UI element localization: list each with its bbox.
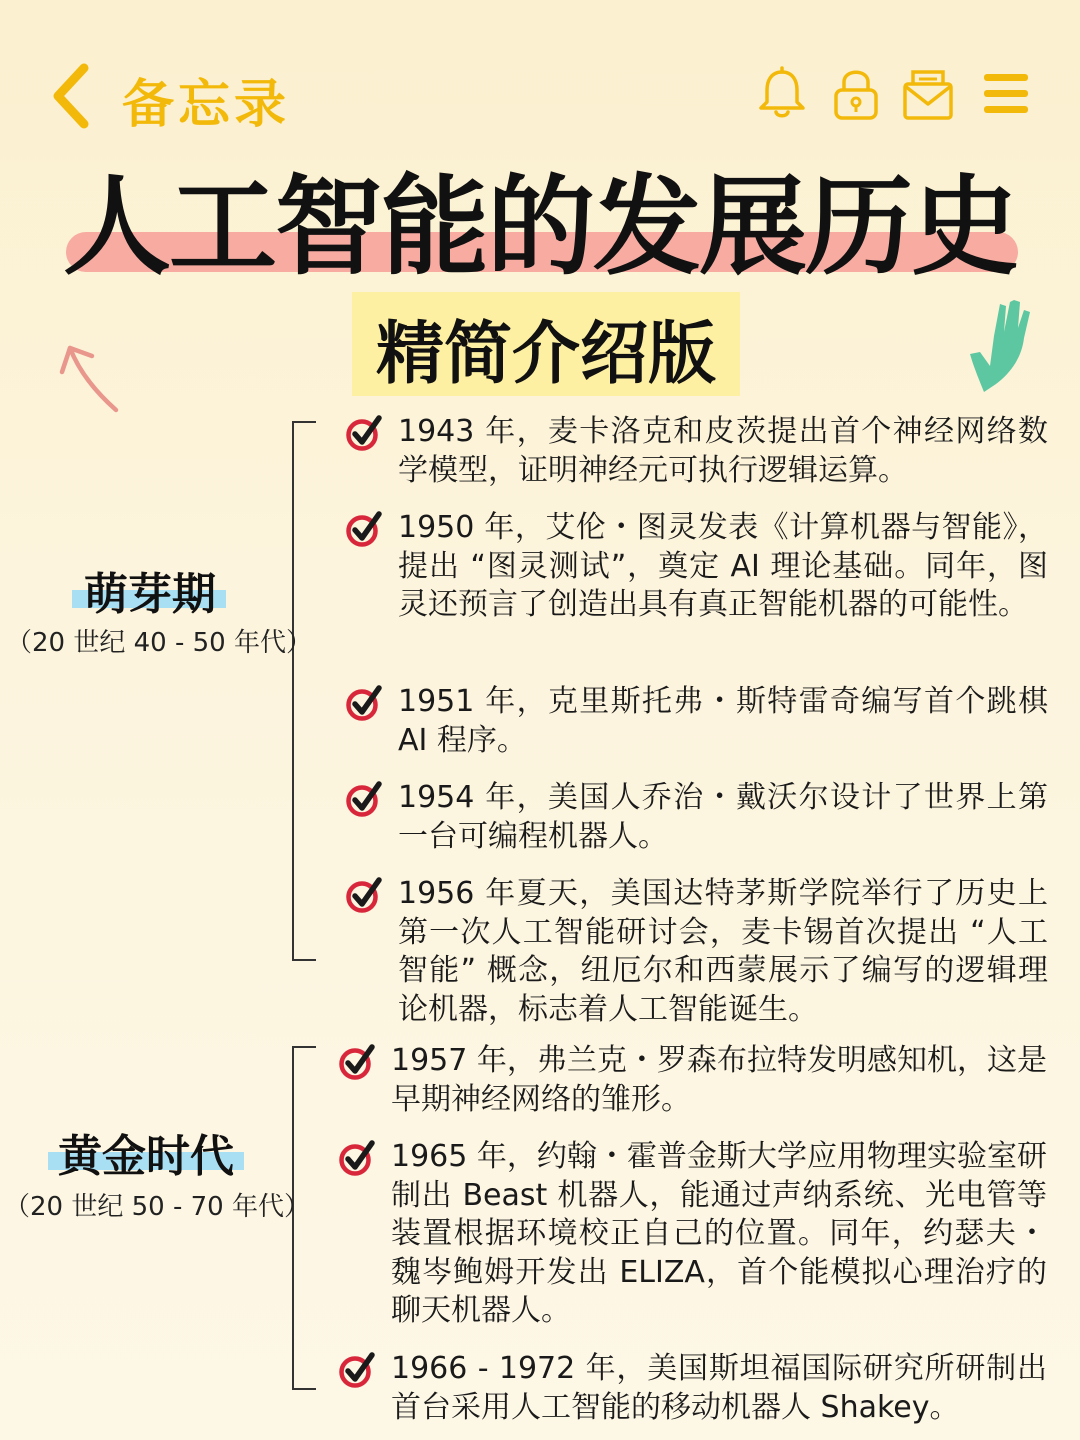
page-subtitle: 精简介绍版 xyxy=(375,315,716,394)
check-icon xyxy=(345,684,383,722)
pointing-hand-icon xyxy=(960,296,1040,396)
app-title: 备忘录 xyxy=(122,75,291,135)
bracket-bottom xyxy=(292,959,316,961)
list-item: 1956 年夏天，美国达特茅斯学院举行了历史上第一次人工智能研讨会，麦卡锡首次提出 “人工智能” 概念，纽厄尔和西蒙展示了编写的逻辑理论机器，标志着人工智能诞生。 xyxy=(398,876,1048,1027)
bell-icon[interactable] xyxy=(754,66,810,122)
page-title: 人工智能的发展历史 xyxy=(62,165,1017,290)
menu-icon[interactable] xyxy=(982,72,1030,116)
list-item: 1957 年，弗兰克・罗森布拉特发明感知机，这是早期神经网络的雏形。 xyxy=(391,1043,1047,1117)
check-icon xyxy=(345,780,383,818)
period-name: 黄金时代 xyxy=(58,1131,234,1182)
bracket-top xyxy=(292,421,316,423)
mail-icon[interactable] xyxy=(900,66,956,122)
list-item: 1965 年，约翰・霍普金斯大学应用物理实验室研制出 Beast 机器人，能通过声纳系统、光电管等装置根据环境校正自己的位置。同年，约瑟夫・魏岑鲍姆开发出 ELIZA，首个能模拟心理治疗的聊天机器人。 xyxy=(391,1139,1047,1328)
list-item: 1954 年，美国人乔治・戴沃尔设计了世界上第一台可编程机器人。 xyxy=(398,780,1048,854)
period-range: （20 世纪 50 - 70 年代） xyxy=(4,1192,310,1222)
list-item: 1951 年，克里斯托弗・斯特雷奇编写首个跳棋 AI 程序。 xyxy=(398,684,1048,758)
period-name: 萌芽期 xyxy=(84,569,216,620)
check-icon xyxy=(345,876,383,914)
list-item: 1943 年，麦卡洛克和皮茨提出首个神经网络数学模型，证明神经元可执行逻辑运算。 xyxy=(398,414,1048,488)
check-icon xyxy=(345,414,383,452)
period-range: （20 世纪 40 - 50 年代） xyxy=(6,628,312,658)
lock-icon[interactable] xyxy=(828,66,884,122)
arrow-icon xyxy=(54,336,134,416)
list-item: 1950 年，艾伦・图灵发表《计算机器与智能》，提出 “图灵测试”，奠定 AI 理论基础。同年，图灵还预言了创造出具有真正智能机器的可能性。 xyxy=(398,510,1048,622)
bracket-top xyxy=(292,1046,316,1048)
period-bracket xyxy=(292,421,294,961)
check-icon xyxy=(338,1351,376,1389)
list-item: 1966 - 1972 年，美国斯坦福国际研究所研制出首台采用人工智能的移动机器人 Shakey。 xyxy=(391,1351,1047,1425)
check-icon xyxy=(338,1139,376,1177)
check-icon xyxy=(338,1043,376,1081)
chevron-left-icon[interactable] xyxy=(46,60,110,130)
check-icon xyxy=(345,510,383,548)
bracket-bottom xyxy=(292,1388,316,1390)
